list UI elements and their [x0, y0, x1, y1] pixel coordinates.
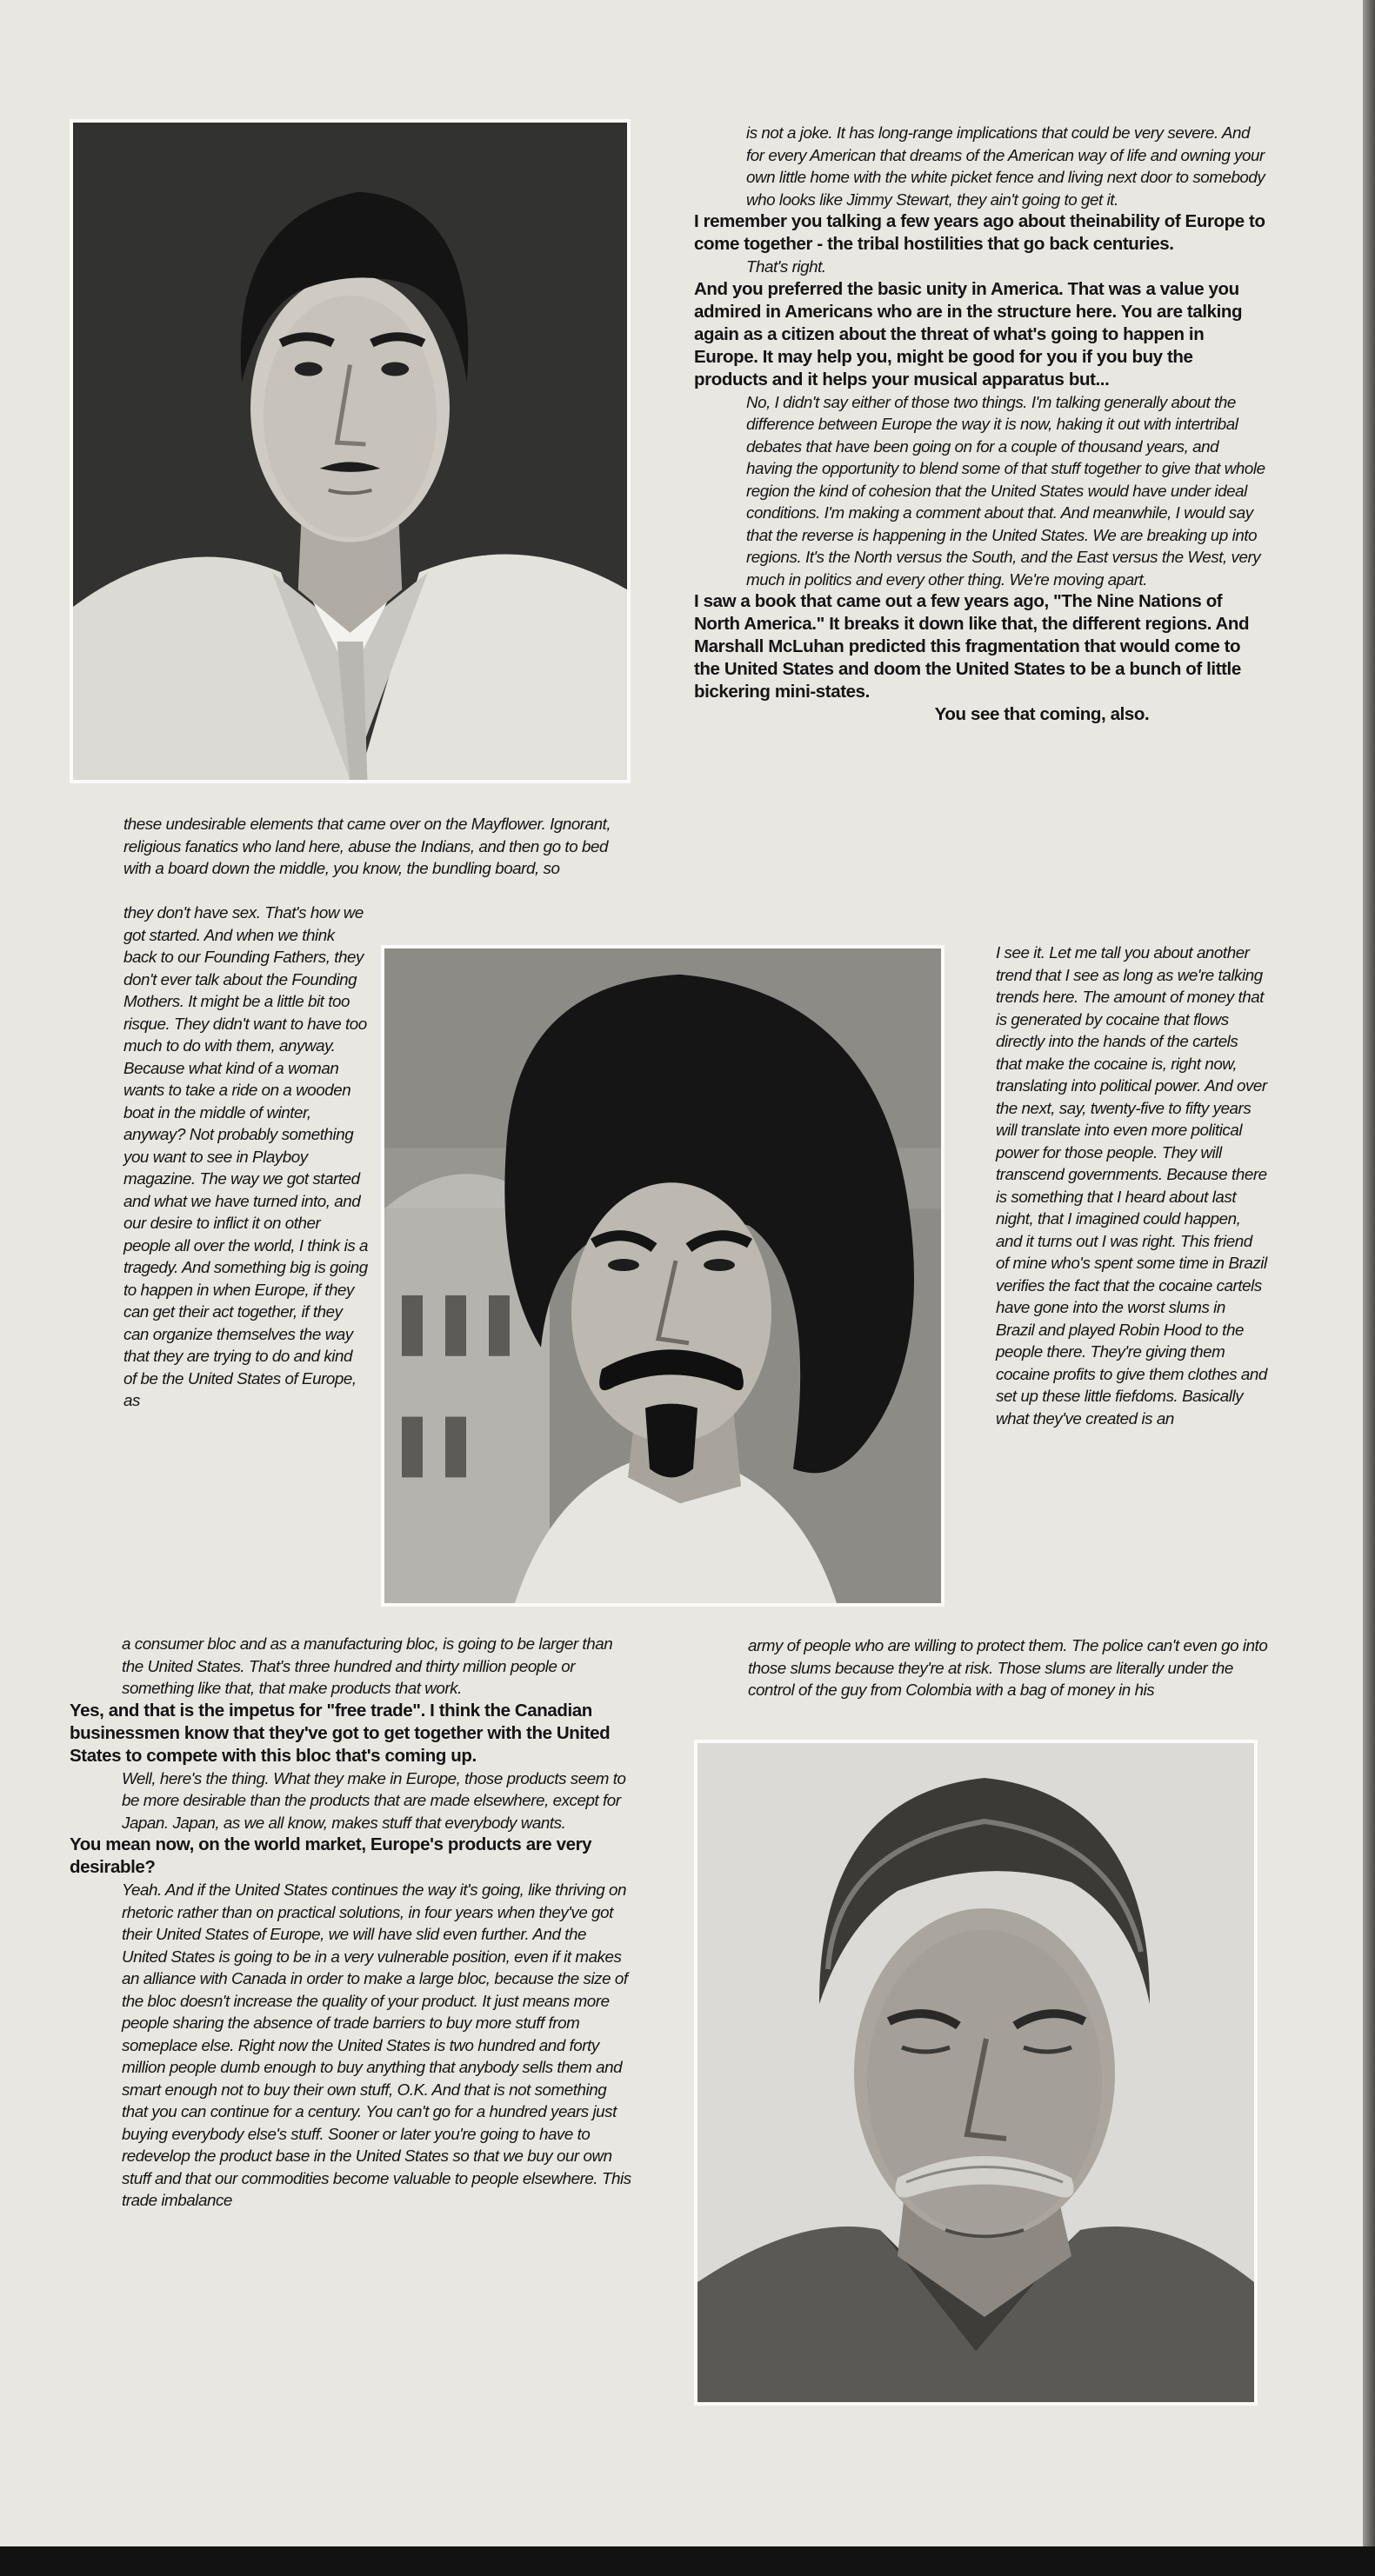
answer-mayflower-middle: they don't have sex. That's how we got started. And when we think back to our Founding Fathers, they don't ever talk about the Founding Mothers. It might be a little bit too risque. They didn't want to have too much to do with them, anyway. Because what kind of a woman wants to take a ride on a wooden boat in the middle of winter, anyway? Not probably something you want to see in Playboy magazine. The way we got started and what we have turned into, and our desire to inflict it on other people all over the world, I think is a tragedy. And something big is going to happen in when Europe, if they can get their act together, if they can organize themselves the way that they are trying to do and kind of be the United States of Europe, as [123, 903, 369, 1409]
answer-no-i-didnt: No, I didn't say either of those two things. I'm talking generally about the difference between Europe the way it is now, haking it out with intertribal debates that have been going on for a couple of thousand years, and having the opportunity to blend some of that stuff together to give that whole region the kind of cohesion that the United States would have under ideal conditions. I'm making a comment about that. And meanwhile, I would say that the reverse is happening in the United States. We are breaking up into regions. It's the North versus the South, and the East versus the West, very much in politics and every other thing. We're moving apart. [746, 392, 1265, 589]
left-column-bottom [70, 1633, 635, 2212]
question-nine-nations: I saw a book that came out a few years ago, "The Nine Nations of North America." It breaks it down like that, the different regions. And Marshall McLuhan predicted this fragmentation that would come to the United States and doom the United States to be a bunch of little bickering mini-states. [694, 591, 1250, 702]
question-world-market: You mean now, on the world market, Europe's products are very desirable? [70, 1834, 592, 1877]
question-tribal: I remember you talking a few years ago about theinability of Europe to come together - the tribal hostilities that go back centuries. [694, 211, 1265, 254]
photo-young-portrait [70, 119, 631, 783]
left-column-top [123, 813, 635, 880]
photo-long-hair-portrait [381, 945, 944, 1607]
answer-mayflower-end: a consumer bloc and as a manufacturing bloc, is going to be larger than the United States. That's three hundred and thirty million people or something like that, that make products that work. [122, 1634, 613, 1697]
answer-yeah-rhetoric: Yeah. And if the United States continues the way it's going, like thriving on rhetoric rather than on practical solutions, in four years when they've got their United States of Europe, we will have slid even further. And the United States is going to be in a very vulnerable position, even if it makes an alliance with Canada in order to make a large bloc, because the size of the bloc doesn't increase the quality of your product. It just means more people sharing the absence of trade barriers to buy more stuff from someplace else. Right now the United States is two hundred and forty million people dumb enough to buy anything that anybody sells them and smart enough not to buy their own stuff, O.K. And that is not something that you can continue for a century. You can't go for a hundred years just buying everybody else's stuff. Sooner or later you're going to have to redevelop the product base in the United States so that we buy our own stuff and that our commodities become valuable to people elsewhere. This trade imbalance [122, 1880, 631, 2209]
answer-not-a-joke: is not a joke. It has long-range implications that could be very severe. And for every American that dreams of the American way of life and owning your own little home with the white picket fence and living next door to somebody who looks like Jimmy Stewart, they ain't going to get it. [746, 123, 1265, 209]
right-column-top [694, 122, 1268, 726]
answer-cocaine-cartels: I see it. Let me tall you about another trend that I see as long as we're talking trends here. The amount of money that is generated by cocaine that flows directly into the hands of the cartels that make the cocaine is, right now, translating into political power. And over the next, say, twenty-five to fifty years will translate into even more political power for those people. They will transcend governments. Because there is something that I heard about last night, that I imagined could happen, and it turns out I was right. This friend of mine who's spent some time in Brazil verifies the fact that the cocaine cartels have gone into the worst slums in Brazil and played Robin Hood to the people there. They're giving them cocaine profits to give them clothes and set up these little fiefdoms. Basically what they've created is an [996, 943, 1267, 1428]
right-narrow-column [996, 942, 1267, 1429]
photo-older-portrait [694, 1740, 1258, 2406]
answer-cocaine-continued: army of people who are willing to protect them. The police can't even go into those slums because they're at risk. Those slums are literally under the control of the guy from Colombia with a bag of money in his [748, 1636, 1268, 1699]
page-edge-shadow [1363, 0, 1375, 2576]
question-unity: And you preferred the basic unity in America. That was a value you admired in Americans who are in the structure here. You are talking again as a citizen about the threat of what's going to happen in Europe. It may help you, might be good for you if you buy the products and it helps your musical apparatus but... [694, 278, 1243, 389]
answer-thats-right: That's right. [746, 257, 826, 276]
scan-bottom-strip [0, 2546, 1375, 2576]
question-nine-nations-tail: You see that coming, also. [934, 704, 1150, 724]
question-free-trade: Yes, and that is the impetus for "free trade". I think the Canadian businessmen know that they've got to get together with the United States to compete with this bloc that's coming up. [70, 1700, 611, 1766]
answer-heres-the-thing: Well, here's the thing. What they make in Europe, those products seem to be more desirable than the products that are made elsewhere, except for Japan. Japan, as we all know, makes stuff that everybody wants. [122, 1768, 626, 1832]
answer-mayflower: these undesirable elements that came over on the Mayflower. Ignorant, religious fanatics who land here, abuse the Indians, and then go to bed with a board down the middle, you know, the bundling board, so [123, 815, 611, 877]
right-continuation [748, 1634, 1268, 1701]
left-narrow-column [123, 902, 369, 1412]
